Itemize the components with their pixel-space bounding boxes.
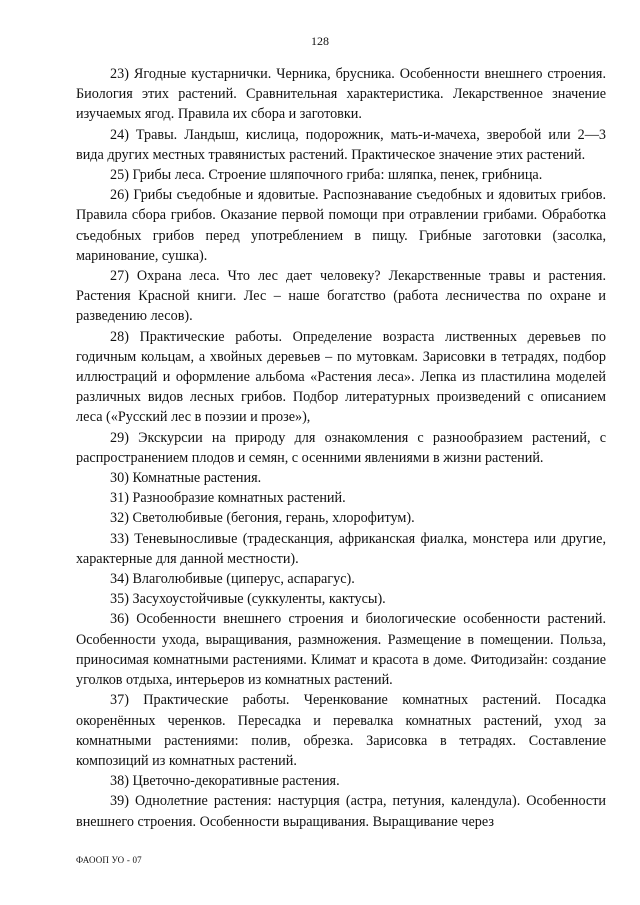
page-number: 128 [311,34,329,48]
paragraph-item-25: 25) Грибы леса. Строение шляпочного гриба: шляпка, пенек, грибница. [110,167,543,184]
paragraph-item-30: 30) Комнатные растения. [110,470,262,487]
paragraph-item-37: 37) Практические работы. Черенкование комнатных растений. Посадка окоренённых черенков. Пересадка и перевалка комнатных растений, уход за комнатными растениями: полив, обрезка. Зарисовка в тетрадях. Составление композиций из комнатных растений. [76,692,606,769]
page-content [76,64,606,832]
paragraph-item-36: 36) Особенности внешнего строения и биологические особенности растений. Особенности ухода, выращивания, размножения. Размещение в помещении. Польза, приносимая комнатными растениями. Климат и красота в доме. Фитодизайн: создание уголков отдыха, интерьеров из комнатных растений. [76,611,606,689]
paragraph-item-38: 38) Цветочно-декоративные растения. [110,773,340,790]
paragraph-item-34: 34) Влаголюбивые (циперус, аспарагус). [110,571,355,588]
paragraph-item-39: 39) Однолетние растения: настурция (астра, петуния, календула). Особенности внешнего строения. Особенности выращивания. Выращивание через [76,793,606,830]
paragraph-item-23: 23) Ягодные кустарнички. Черника, брусника. Особенности внешнего строения. Биология этих растений. Сравнительная характеристика. Лекарственное значение изучаемых ягод. Правила их сбора и заготовки. [76,66,606,123]
paragraph-item-33: 33) Теневыносливые (традесканция, африканская фиалка, монстера или другие, характерные для данной местности). [76,530,606,567]
paragraph-item-26: 26) Грибы съедобные и ядовитые. Распознавание съедобных и ядовитых грибов. Правила сбора грибов. Оказание первой помощи при отравлении грибами. Обработка съедобных грибов перед употреблением в пищу. Грибные заготовки (засолка, маринование, сушка). [76,187,606,264]
paragraph-item-29: 29) Экскурсии на природу для ознакомления с разнообразием растений, с распространением плодов и семян, с осенними явлениями в жизни растений. [76,429,606,466]
paragraph-item-35: 35) Засухоустойчивые (суккуленты, кактусы). [110,591,386,608]
paragraph-item-32: 32) Светолюбивые (бегония, герань, хлорофитум). [110,510,415,527]
paragraph-item-28: 28) Практические работы. Определение возраста лиственных деревьев по годичным кольцам, а хвойных деревьев – по мутовкам. Зарисовки в тетрадях, подбор иллюстраций и оформление альбома «Растения леса». Лепка из пластилина моделей различных видов лесных грибов. Подбор литературных произведений с описанием леса («Русский лес в поэзии и прозе»), [76,328,606,426]
paragraph-item-31: 31) Разнообразие комнатных растений. [110,490,346,507]
footer-document-code: ФАООП УО - 07 [76,855,142,865]
paragraph-item-27: 27) Охрана леса. Что лес дает человеку? Лекарственные травы и растения. Растения Красной книги. Лес – наше богатство (работа лесничества по охране и разведению лесов). [76,268,606,325]
paragraph-item-24: 24) Травы. Ландыш, кислица, подорожник, мать-и-мачеха, зверобой или 2—3 вида других местных травянистых растений. Практическое значение этих растений. [76,126,606,163]
